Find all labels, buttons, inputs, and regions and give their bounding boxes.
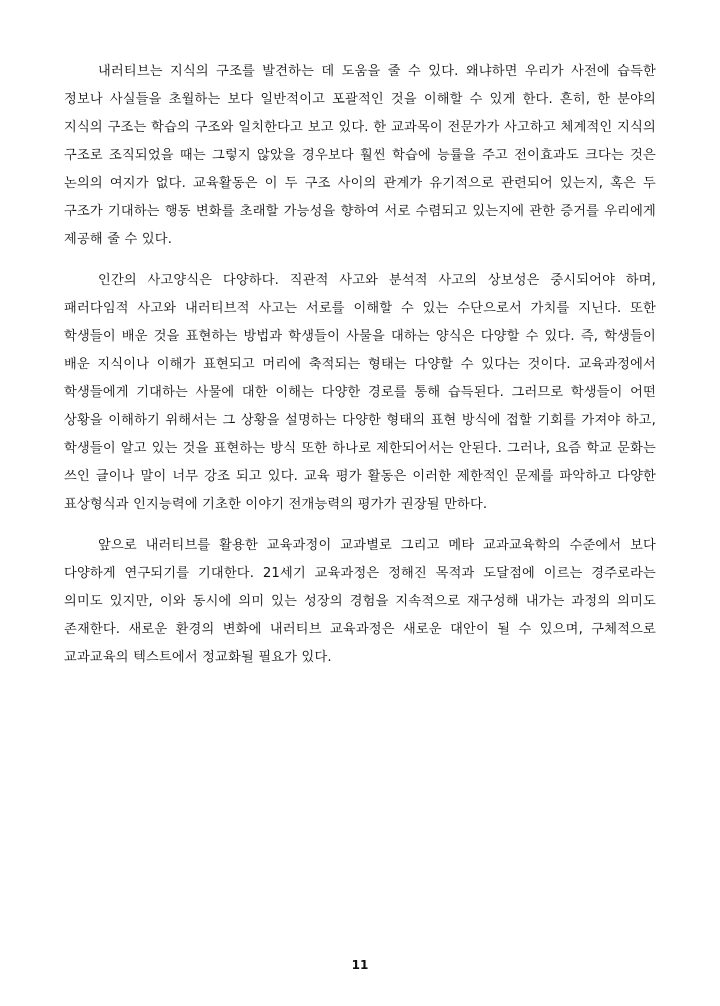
paragraph-narrative-knowledge-structure: 내러티브는 지식의 구조를 발견하는 데 도움을 줄 수 있다. 왜냐하면 우리가 사전에 습득한 정보나 사실들을 초월하는 보다 일반적이고 포괄적인 것을 이해할 수 있게 한다. 흔히, 한 분야의 지식의 구조는 학습의 구조와 일치한다고 보고 있다. 한 교과목이 전문가가 사고하고 체계적인 지식의 구조로 조직되었을 때는 그렇지 않았을 경우보다 훨씬 학습에 능률을 주고 전이효과도 크다는 것은 논의의 여지가 없다. 교육활동은 이 두 구조 사이의 관계가 유기적으로 관련되어 있는지, 혹은 두 구조가 기대하는 행동 변화를 초래할 가능성을 향하여 서로 수렴되고 있는지에 관한 증거를 우리에게 제공해 줄 수 있다. (64, 64, 656, 247)
paragraph-thinking-modes: 인간의 사고양식은 다양하다. 직관적 사고와 분석적 사고의 상보성은 중시되어야 하며, 패러다임적 사고와 내러티브적 사고는 서로를 이해할 수 있는 수단으로서 가치를 지닌다. 또한 학생들이 배운 것을 표현하는 방법과 학생들이 사물을 대하는 양식은 다양할 수 있다. 즉, 학생들이 배운 지식이나 이해가 표현되고 머리에 축적되는 형태는 다양할 수 있다는 것이다. 교육과정에서 학생들에게 기대하는 사물에 대한 이해는 다양한 경로를 통해 습득된다. 그러므로 학생들이 어떤 상황을 이해하기 위해서는 그 상황을 설명하는 다양한 형태의 표현 방식에 접할 기회를 가져야 하고, 학생들이 알고 있는 것을 표현하는 방식 또한 하나로 제한되어서는 안된다. 그러나, 요즘 학교 문화는 쓰인 글이나 말이 너무 강조 되고 있다. 교육 평가 활동은 이러한 제한적인 문제를 파악하고 다양한 표상형식과 인지능력에 기초한 이야기 전개능력의 평가가 권장될 만하다. (64, 273, 656, 512)
paragraph-future-curriculum: 앞으로 내러티브를 활용한 교육과정이 교과별로 그리고 메타 교과교육학의 수준에서 보다 다양하게 연구되기를 기대한다. 21세기 교육과정은 정해진 목적과 도달점에 이르는 경주로라는 의미도 있지만, 이와 동시에 의미 있는 성장의 경험을 지속적으로 재구성해 내가는 과정의 의미도 존재한다. 새로운 환경의 변화에 내러티브 교육과정은 새로운 대안이 될 수 있으며, 구체적으로 교과교육의 텍스트에서 정교화될 필요가 있다. (64, 538, 656, 665)
page-body (64, 58, 656, 685)
page-number: 11 (351, 958, 369, 972)
